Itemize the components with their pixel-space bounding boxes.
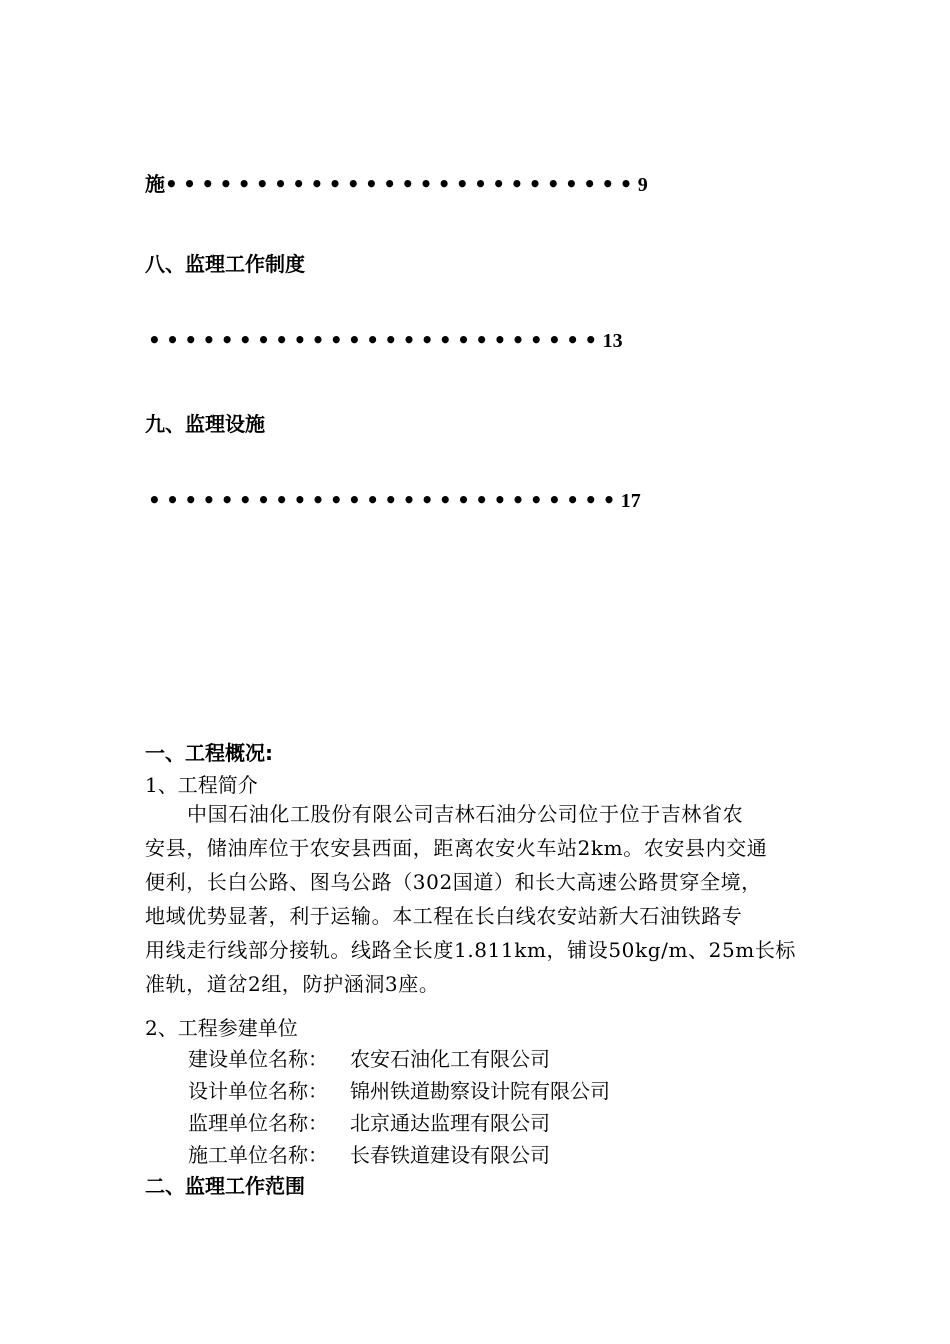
toc-leader-dots: •••••••••••••••••••••••••• [165, 172, 638, 196]
toc-entry-13[interactable] [148, 328, 623, 353]
section-heading-project-overview: 一、工程概况: [145, 741, 273, 765]
unit-label: 设计单位名称： [188, 1079, 328, 1103]
toc-leader-dots: ••••••••••••••••••••••••• [148, 328, 603, 352]
section-heading-supervision-scope: 二、监理工作范围 [145, 1174, 305, 1198]
paragraph-line: 安县，储油库位于农安县西面，距离农安火车站2km。农安县内交通 [145, 836, 768, 860]
paragraph-line: 地域优势显著，利于运输。本工程在长白线农安站新大石油铁路专 [145, 904, 743, 928]
unit-value: 北京通达监理有限公司 [350, 1111, 550, 1135]
unit-value: 长春铁道建设有限公司 [350, 1143, 550, 1167]
project-intro-paragraph [145, 797, 815, 1001]
unit-label: 监理单位名称： [188, 1111, 328, 1135]
unit-value: 锦州铁道勘察设计院有限公司 [350, 1079, 610, 1103]
toc-entry-17[interactable] [148, 488, 641, 513]
paragraph-line: 准轨，道岔2组，防护涵洞3座。 [145, 972, 440, 996]
subheading-project-intro: 1、工程简介 [145, 773, 258, 797]
toc-entry-9[interactable] [145, 168, 648, 197]
subheading-participating-units: 2、工程参建单位 [145, 1016, 298, 1040]
paragraph-line: 用线走行线部分接轨。线路全长度1.811km，铺设50kg/m、25m长标 [145, 938, 797, 962]
paragraph-line: 中国石油化工股份有限公司吉林石油分公司位于位于吉林省农 [187, 802, 744, 826]
toc-page-number: 13 [602, 330, 623, 352]
toc-title-supervision-facilities[interactable]: 九、监理设施 [145, 412, 265, 436]
toc-title-supervision-system[interactable]: 八、监理工作制度 [145, 252, 305, 276]
unit-row-supervisor [188, 1107, 550, 1136]
unit-row-designer [188, 1075, 610, 1104]
unit-label: 施工单位名称： [188, 1143, 328, 1167]
unit-row-construction-owner [188, 1043, 550, 1072]
unit-value: 农安石油化工有限公司 [350, 1047, 550, 1071]
toc-page-number: 17 [620, 490, 641, 512]
toc-entry-prefix: 施 [145, 172, 165, 196]
paragraph-line: 便利，长白公路、图乌公路（302国道）和长大高速公路贯穿全境， [145, 870, 762, 894]
unit-row-contractor [188, 1139, 550, 1168]
toc-page-number: 9 [637, 174, 648, 196]
toc-leader-dots: •••••••••••••••••••••••••• [148, 488, 621, 512]
unit-label: 建设单位名称： [188, 1047, 328, 1071]
